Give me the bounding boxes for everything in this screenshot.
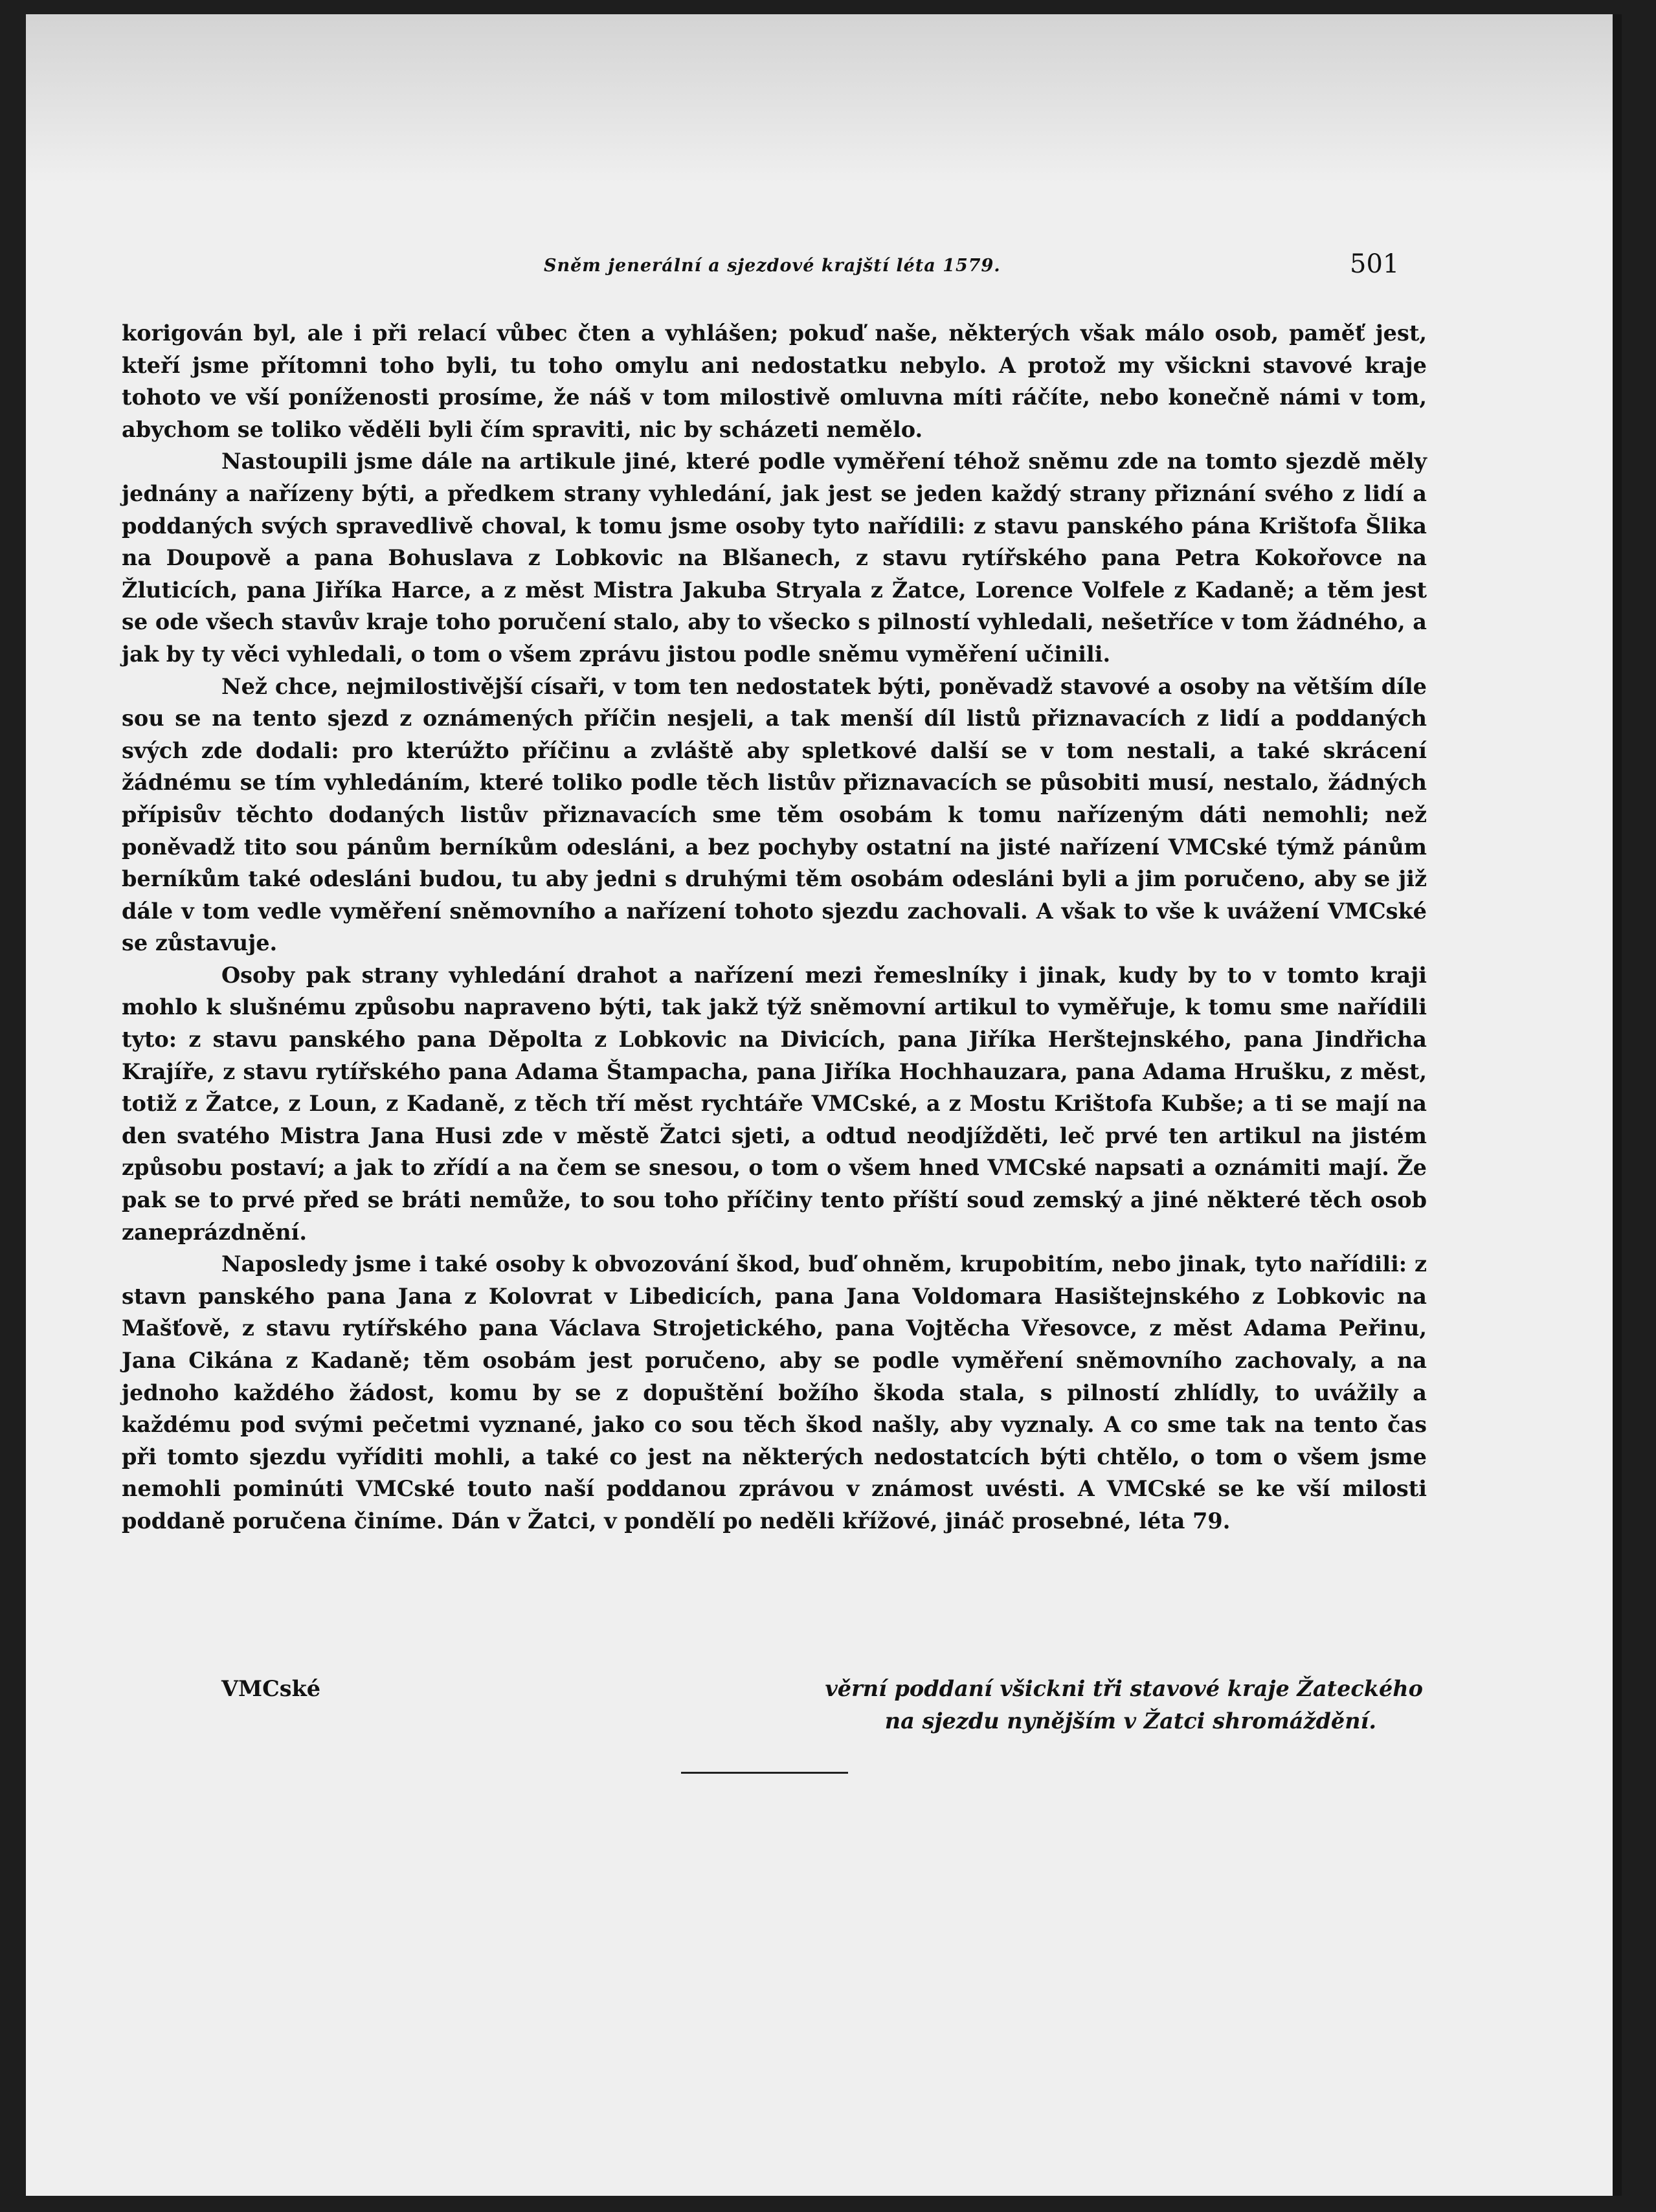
paragraph-2: Nastoupili jsme dále na artikule jiné, které podle vyměření téhož sněmu zde na tomto sjezdě měly jednány a nařízeny býti, a předkem strany vyhledání, jak jest se jeden každý strany přiznání svého z lidí a poddaných svých spravedlivě choval, k tomu jsme osoby tyto nařídili: z stavu panského pána Krištofa Šlika na Doupově a pana Bohuslava z Lobkovic na Blšanech, z stavu rytířského pana Petra Kokořovce na Žluticích, pana Jiříka Harce, a z měst Mistra Jakuba Stryala z Žatce, Lorence Volfele z Kadaně; a těm jest se ode všech stavův kraje toho poručení stalo, aby to všecko s pilností vyhledali, nešetříce v tom žádného, a jak by ty věci vyhledali, o tom o všem zprávu jistou podle sněmu vyměření učinili. (122, 449, 1427, 667)
page-shadow (26, 14, 1613, 183)
running-title: Sněm jenerální a sjezdové krajští léta 1579. (544, 256, 1001, 276)
paragraph-4: Osoby pak strany vyhledání drahot a nařízení mezi řemeslníky i jinak, kudy by to v tomto kraji mohlo k slušnému způsobu napraveno býti, tak jakž týž sněmovní artikul to vyměřuje, k tomu sme nařídili tyto: z stavu panského pana Děpolta z Lobkovic na Divicích, pana Jiříka Herštejnského, pana Jindřicha Krajíře, z stavu rytířského pana Adama Štampacha, pana Jiříka Hochhauzara, pana Adama Hrušku, z měst, totiž z Žatce, z Loun, z Kadaně, z těch tří měst rychtáře VMCské, a z Mostu Krištofa Kubše; a ti se mají na den svatého Mistra Jana Husi zde v městě Žatci sjeti, a odtud neodjížděti, leč prvé ten artikul na jistém způsobu postaví; a jak to zřídí a na čem se snesou, o tom o všem hned VMCské napsati a oznámiti mají. Že pak se to prvé před se bráti nemůže, to sou toho příčiny tento příští soud zemský a jiné některé těch osob zaneprázdnění. (122, 962, 1427, 1245)
paragraph-5: Naposledy jsme i také osoby k obvozování škod, buď ohněm, krupobitím, nebo jinak, tyto nařídili: z stavn panského pana Jana z Kolovrat v Libedicích, pana Jana Voldomara Hasištejnského z Lobkovic na Mašťově, z stavu rytířského pana Václava Strojetického, pana Vojtěcha Vřesovce, z měst Adama Peřinu, Jana Cikána z Kadaně; těm osobám jest poručeno, aby se podle vyměření sněmovního zachovaly, a na jednoho každého žádost, komu by se z dopuštění božího škoda stala, s pilností zhlídly, to uvážily a každému pod svými pečetmi vyznané, jako co sou těch škod našly, aby vyznaly. A co sme tak na tento čas při tomto sjezdu vyříditi mohli, a také co jest na některých nedostatcích býti chtělo, o tom o všem jsme nemohli pominúti VMCské touto naší poddanou zprávou v známost uvésti. A VMCské se ke vší milosti poddaně poručena činíme. Dán v Žatci, v pondělí po neděli křížové, jináč prosebné, léta 79. (122, 1251, 1427, 1534)
signature-block (801, 1673, 1423, 1737)
end-rule (681, 1772, 848, 1774)
document-page (26, 14, 1622, 2196)
signature-line-1: věrní poddaní všickni tři stavové kraje Žateckého (825, 1676, 1423, 1701)
paragraph-1: korigován byl, ale i při relací vůbec čten a vyhlášen; pokuď naše, některých však málo osob, paměť jest, kteří jsme přítomni toho byli, tu toho omylu ani nedostatku nebylo. A protož my všickni stavové kraje tohoto ve vší poníženosti prosíme, že náš v tom milostivě omluvna míti ráčíte, nebo konečně námi v tom, abychom se toliko věděli byli čím spraviti, nic by scházeti nemělo. (122, 320, 1427, 442)
body-text (122, 317, 1427, 1537)
letter-closing (122, 1670, 1427, 1741)
signature-line-2: na sjezdu nynějším v Žatci shromáždění. (884, 1708, 1376, 1734)
page-header (26, 244, 1622, 289)
paragraph-3: Než chce, nejmilostivější císaři, v tom ten nedostatek býti, poněvadž stavové a osoby na větším díle sou se na tento sjezd z oznámených příčin nesjeli, a tak menší díl listů přiznavacích z lidí a poddaných svých zde dodali: pro kterúžto příčinu a zvláště aby spletkové další se v tom nestali, a také skrácení žádnému se tím vyhledáním, které toliko podle těch listův přiznavacích se působiti musí, nestalo, žádných přípisův těchto dodaných listův přiznavacích sme těm osobám k tomu nařízeným dáti nemohli; než poněvadž tito sou pánům berníkům odesláni, a bez pochyby ostatní na jisté nařízení VMCské týmž pánům berníkům také odesláni budou, tu aby jedni s druhými těm osobám odesláni byli a jim poručeno, aby se již dále v tom vedle vyměření sněmovního a nařízení tohoto sjezdu zachovali. A však to vše k uvážení VMCské se zůstavuje. (122, 673, 1427, 956)
closing-addressee: VMCské (221, 1676, 321, 1701)
page-number: 501 (1350, 249, 1400, 279)
